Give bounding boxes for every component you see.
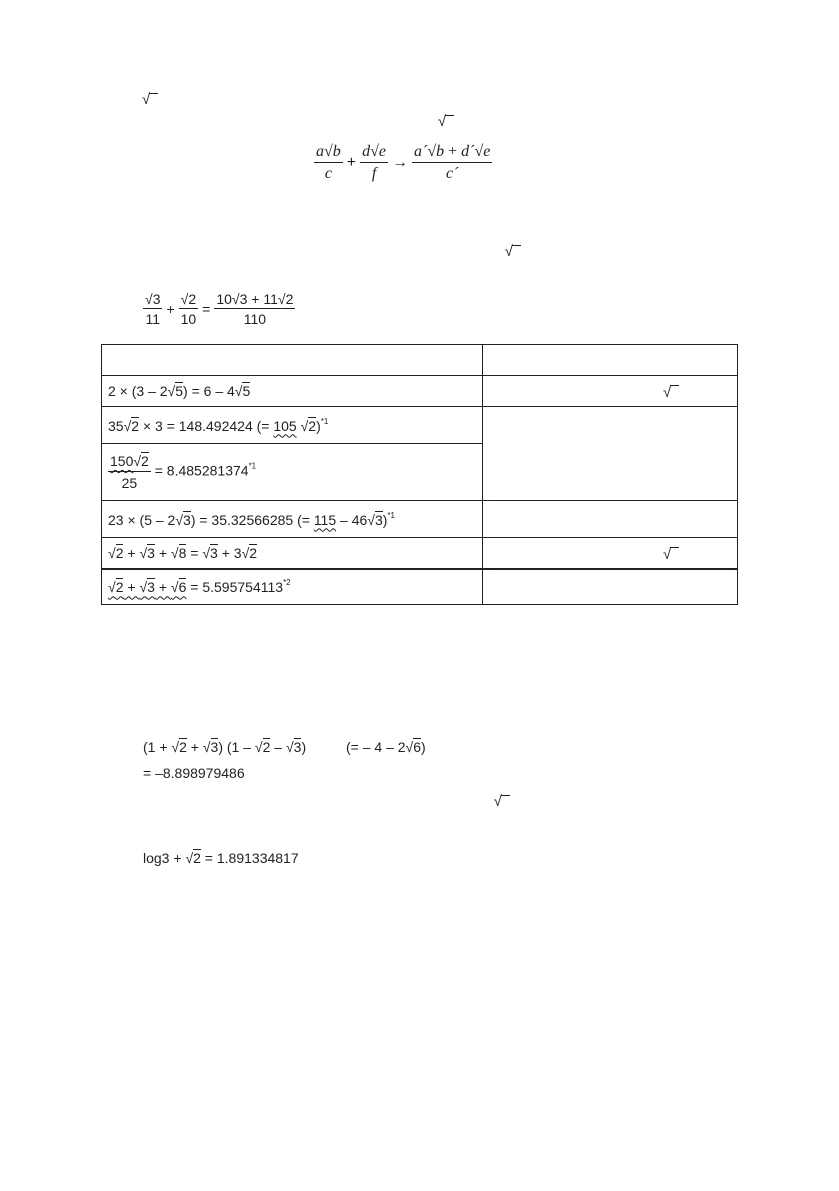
formula-fraction-1: $\frac{a√b}{c}$ <box>316 143 341 182</box>
radical-symbol: √ <box>438 114 454 128</box>
table-row: √2 + √3 + √8 = √3 + 3√2 √ <box>102 538 738 569</box>
example-fraction-sum: $\frac{√3}{11}$ + $\frac{√2}{10}$ = $\frac{10√3 + 11√2}{110}$ <box>145 291 294 327</box>
radical-symbol: √ <box>505 244 521 258</box>
table-row: 2 × (3 – 2√5) = 6 – 4√5 √ <box>102 376 738 407</box>
radical-symbol: √ <box>142 92 158 106</box>
examples-table <box>101 344 738 605</box>
table-row: √2 + √3 + √6 = 5.595754113$^{*2}$ <box>102 569 738 605</box>
table-row: 23 × (5 – 2√3) = 35.32566285 (= 115 – 46√3)$^{*1}$ <box>102 501 738 538</box>
example-product-line1: (1 + √2 + √3) (1 – √2 – √3) <box>143 739 307 755</box>
example-product-alt: (= – 4 – 2√6) <box>346 739 426 755</box>
formula-fraction-result: $\frac{a´√b + d´√e}{c´}$ <box>414 143 491 182</box>
table-row: 35√2 × 3 = 148.492424 (= 105 √2)$^{*1}$ <box>102 407 738 444</box>
table-row: $\frac{150√2}{25}$ = 8.485281374$^{*1}$ <box>102 444 738 501</box>
table-header-row <box>102 345 738 376</box>
radical-symbol: √ <box>663 546 679 560</box>
example-product-result: = –8.898979486 <box>143 765 245 781</box>
radical-symbol: √ <box>663 384 679 398</box>
general-formula: $\frac{a√b}{c}$ + $\frac{d√e}{f}$ → $\frac{a´√b + d´√e}{c´}$ <box>316 143 491 182</box>
example-log-sum: log3 + √2 = 1.891334817 <box>143 850 299 866</box>
formula-fraction-2: $\frac{d√e}{f}$ <box>362 143 387 182</box>
radical-symbol: √ <box>494 794 510 808</box>
